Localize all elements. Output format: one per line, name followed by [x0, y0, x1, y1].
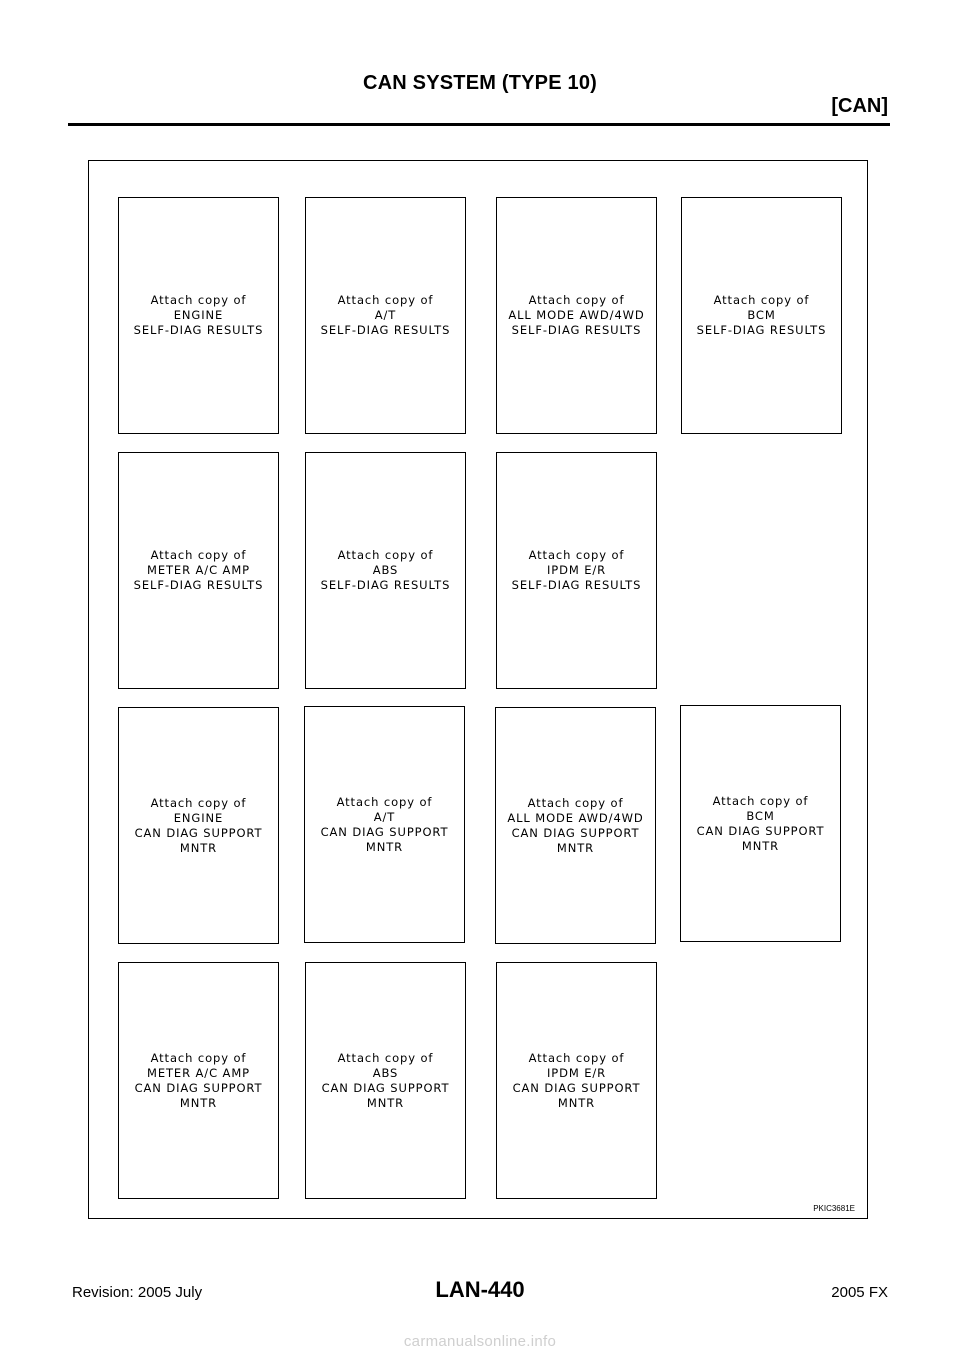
figure-id: PKIC3681E [813, 1204, 855, 1213]
box-line: CAN DIAG SUPPORT [134, 825, 263, 840]
box-line: ENGINE [173, 810, 224, 825]
box-line: Attach copy of [337, 293, 434, 307]
box-line: CAN DIAG SUPPORT [134, 1080, 263, 1095]
box-line: Attach copy of [528, 1050, 625, 1065]
box-line: METER A/C AMP [147, 563, 250, 577]
box-line: Attach copy of [150, 1050, 247, 1065]
attach-box-ipdm-self-diag [496, 452, 657, 689]
box-line: MNTR [741, 838, 780, 853]
box-line: MNTR [179, 840, 218, 855]
box-line: ABS [372, 563, 399, 577]
box-line: MNTR [179, 1095, 218, 1110]
attach-box-engine-self-diag [118, 197, 279, 434]
box-text [513, 1051, 641, 1111]
box-text [697, 293, 827, 338]
attach-box-abs-self-diag [305, 452, 466, 689]
box-text [135, 1051, 263, 1111]
attach-box-engine-can-diag [118, 707, 279, 944]
box-line: Attach copy of [150, 548, 247, 562]
attach-box-ipdm-can-diag [496, 962, 657, 1199]
box-line: BCM [747, 308, 776, 322]
box-line: BCM [746, 808, 775, 823]
attach-box-bcm-can-diag [680, 705, 841, 942]
box-line: Attach copy of [336, 794, 433, 809]
box-line: ALL MODE AWD/4WD [508, 308, 645, 322]
attach-box-bcm-self-diag [681, 197, 842, 434]
attach-box-at-can-diag [304, 706, 465, 943]
box-text [134, 548, 264, 593]
attach-box-abs-can-diag [305, 962, 466, 1199]
box-line: Attach copy of [528, 548, 625, 562]
box-line: SELF-DIAG RESULTS [320, 323, 451, 337]
box-text [321, 293, 451, 338]
box-line: SELF-DIAG RESULTS [133, 578, 264, 592]
box-line: SELF-DIAG RESULTS [511, 578, 642, 592]
box-line: CAN DIAG SUPPORT [512, 1080, 641, 1095]
box-line: SELF-DIAG RESULTS [133, 323, 264, 337]
box-line: SELF-DIAG RESULTS [320, 578, 451, 592]
box-text [135, 796, 263, 856]
attach-box-at-self-diag [305, 197, 466, 434]
attach-box-meter-can-diag [118, 962, 279, 1199]
box-line: Attach copy of [527, 795, 624, 810]
box-text [321, 548, 451, 593]
box-line: MNTR [365, 839, 404, 854]
box-line: MNTR [366, 1095, 405, 1110]
box-line: CAN DIAG SUPPORT [320, 824, 449, 839]
page-number: LAN-440 [435, 1277, 525, 1302]
box-line: ENGINE [173, 308, 224, 322]
box-line: Attach copy of [713, 293, 810, 307]
box-line: CAN DIAG SUPPORT [321, 1080, 450, 1095]
box-text [134, 293, 264, 338]
model-label: 2005 FX [831, 1284, 888, 1301]
box-text [322, 1051, 450, 1111]
box-line: CAN DIAG SUPPORT [511, 825, 640, 840]
box-line: ABS [372, 1065, 399, 1080]
box-text [697, 794, 825, 854]
box-line: SELF-DIAG RESULTS [696, 323, 827, 337]
box-text [512, 548, 642, 593]
box-text [508, 293, 644, 338]
header-rule [68, 123, 890, 126]
box-line: A/T [374, 308, 397, 322]
box-line: Attach copy of [712, 793, 809, 808]
box-line: MNTR [556, 840, 595, 855]
box-line: Attach copy of [337, 1050, 434, 1065]
figure-frame [88, 160, 868, 1219]
revision-label: Revision: 2005 July [72, 1284, 203, 1301]
box-line: Attach copy of [150, 293, 247, 307]
box-line: A/T [373, 809, 396, 824]
box-line: Attach copy of [150, 795, 247, 810]
box-line: IPDM E/R [546, 1065, 607, 1080]
box-line: IPDM E/R [546, 563, 607, 577]
attach-box-awd-self-diag [496, 197, 657, 434]
box-text [507, 796, 643, 856]
page-title: CAN SYSTEM (TYPE 10) [362, 72, 598, 94]
attach-box-awd-can-diag [495, 707, 656, 944]
box-line: ALL MODE AWD/4WD [507, 810, 644, 825]
attach-box-meter-self-diag [118, 452, 279, 689]
box-line: METER A/C AMP [147, 1065, 250, 1080]
section-label: [CAN] [831, 95, 888, 117]
box-line: Attach copy of [337, 548, 434, 562]
box-text [321, 795, 449, 855]
box-line: Attach copy of [528, 293, 625, 307]
watermark: carmanualsonline.info [403, 1333, 557, 1350]
box-line: MNTR [557, 1095, 596, 1110]
box-line: SELF-DIAG RESULTS [511, 323, 642, 337]
box-line: CAN DIAG SUPPORT [696, 823, 825, 838]
